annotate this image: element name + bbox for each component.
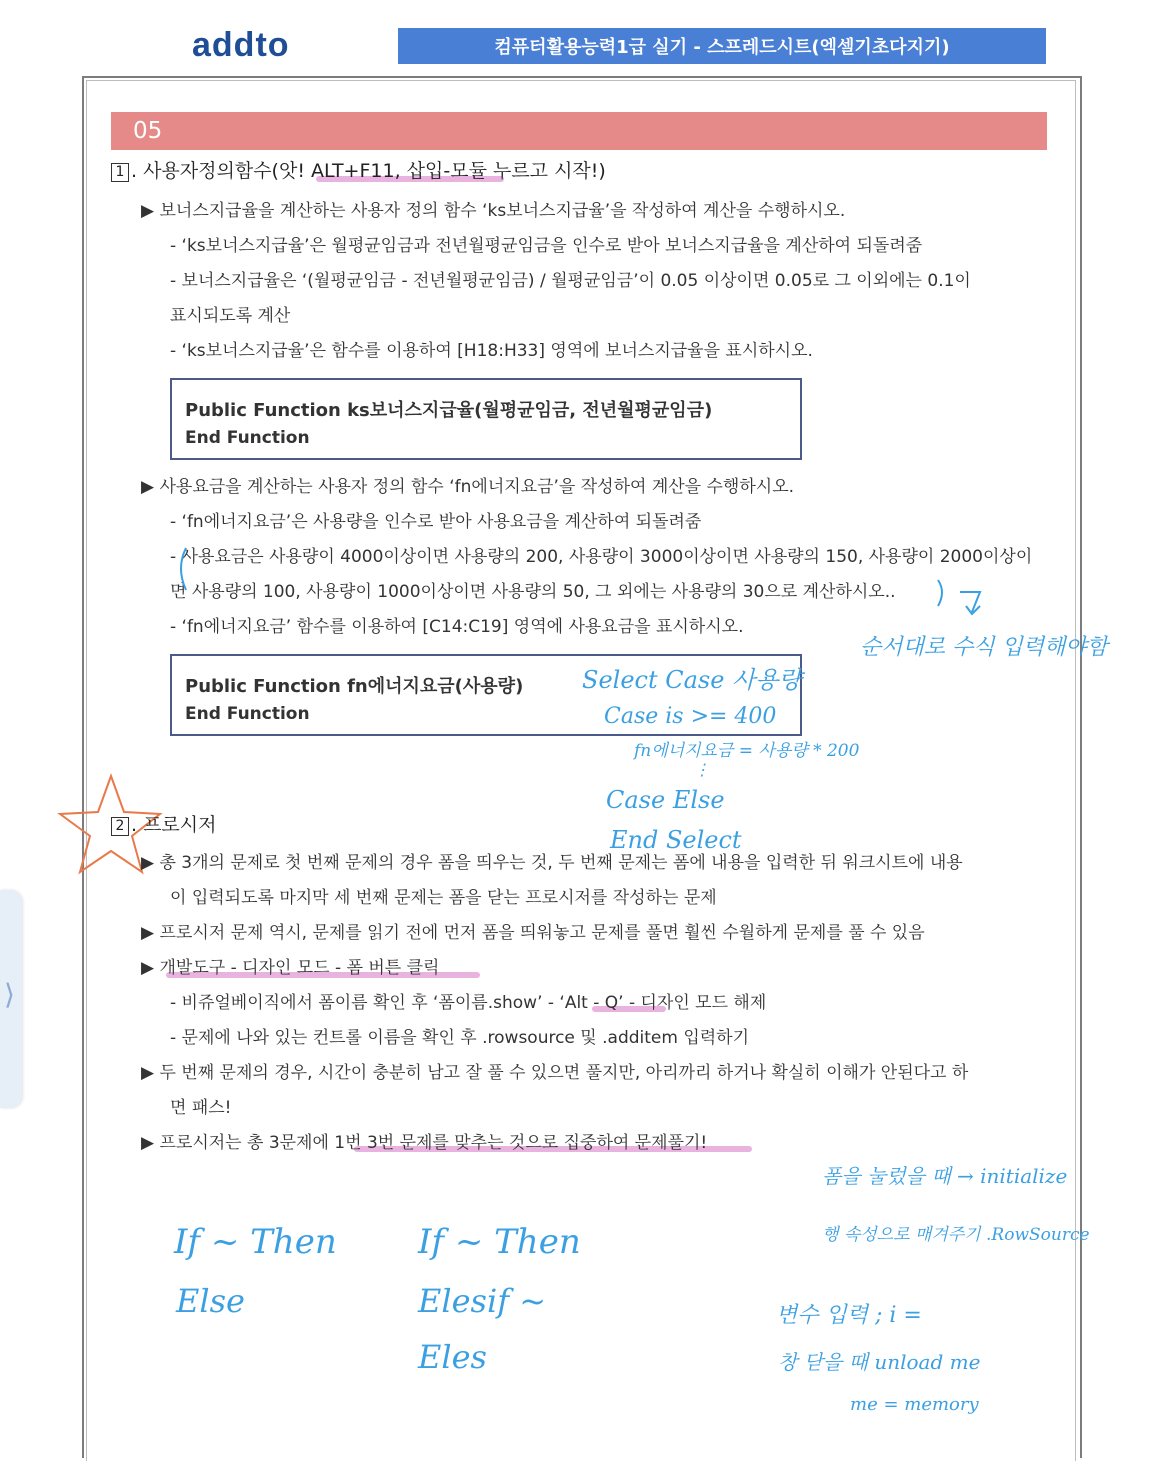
part1-item-4: 표시되도록 계산 bbox=[170, 306, 291, 326]
part1-number: 1 bbox=[111, 163, 129, 182]
part2-item-6: - 문제에 나와 있는 컨트롤 이름을 확인 후 .rowsource 및 .additem 입력하기 bbox=[170, 1028, 750, 1048]
part2-item-7: ▶ 두 번째 문제의 경우, 시간이 충분히 남고 잘 풀 수 있으면 풀지만, 아리까리 하거나 확실히 이해가 안된다고 하 bbox=[141, 1063, 969, 1083]
note-case-else: Case Else bbox=[606, 786, 725, 814]
part1-item-3: - 보너스지급율은 ‘(월평균임금 - 전년월평균임금) / 월평균임금’이 0.05 이상이면 0.05로 그 이외에는 0.1이 bbox=[170, 271, 971, 291]
part1-item-7: - ‘fn에너지요금’은 사용량을 인수로 받아 사용요금을 계산하여 되돌려줌 bbox=[170, 512, 702, 532]
part2-item-9: ▶ 프로시저는 총 3문제에 1번 3번 문제를 맞추는 것으로 집중하여 문제풀기! bbox=[141, 1133, 708, 1153]
part2-item-4: ▶ 개발도구 - 디자인 모드 - 폼 버튼 클릭 bbox=[141, 958, 440, 978]
part2-item-8: 면 패스! bbox=[170, 1098, 232, 1118]
part1-item-6: ▶ 사용요금을 계산하는 사용자 정의 함수 ‘fn에너지요금’을 작성하여 계산을 수행하시오. bbox=[141, 477, 795, 497]
document-title-banner: 컴퓨터활용능력1급 실기 - 스프레드시트(엑셀기초다지기) bbox=[398, 28, 1046, 64]
part2-heading-text: . 프로시저 bbox=[131, 814, 217, 836]
note-fn-formula: fn에너지요금 = 사용량 * 200 bbox=[634, 741, 860, 761]
part1-item-9: 면 사용량의 100, 사용량이 1000이상이면 사용량의 50, 그 외에는 사용량의 30으로 계산하시오.. bbox=[170, 582, 896, 602]
note-unload-me: 창 닫을 때 unload me bbox=[778, 1350, 981, 1374]
part2-item-5: - 비쥬얼베이직에서 폼이름 확인 후 ‘폼이름.show’ - ‘Alt - Q’ - 디자인 모드 해제 bbox=[170, 993, 767, 1013]
part2-item-1: ▶ 총 3개의 문제로 첫 번째 문제의 경우 폼을 띄우는 것, 두 번째 문제는 폼에 내용을 입력한 뒤 워크시트에 내용 bbox=[141, 853, 963, 873]
chevron-right-icon: ⟩ bbox=[4, 978, 15, 1011]
note-elseif: Elesif ~ bbox=[418, 1282, 547, 1320]
note-case-is: Case is >= 400 bbox=[604, 704, 777, 729]
code-ks-line-2: End Function bbox=[185, 428, 310, 448]
part2-item-3: ▶ 프로시저 문제 역시, 문제를 읽기 전에 먼저 폼을 띄워놓고 문제를 풀면 훨씬 수월하게 문제를 풀 수 있음 bbox=[141, 923, 925, 943]
addto-logo: addto bbox=[192, 26, 290, 64]
part2-heading bbox=[111, 814, 217, 836]
note-select-case: Select Case 사용량 bbox=[582, 666, 802, 694]
code-fn-line-2: End Function bbox=[185, 704, 310, 724]
part1-item-8: - 사용요금은 사용량이 4000이상이면 사용량의 200, 사용량이 3000이상이면 사용량의 150, 사용량이 2000이상이 bbox=[170, 547, 1033, 567]
side-panel-tab[interactable] bbox=[0, 890, 22, 1108]
note-dots: ⋮ bbox=[694, 760, 710, 779]
note-eles: Eles bbox=[418, 1338, 487, 1376]
note-me-memory: me = memory bbox=[850, 1394, 979, 1415]
code-ks-line-1: Public Function ks보너스지급율(월평균임금, 전년월평균임금) bbox=[185, 400, 713, 421]
section-number-bar bbox=[111, 112, 1047, 150]
code-fn-line-1: Public Function fn에너지요금(사용량) bbox=[185, 676, 524, 697]
note-form-initialize: 폼을 눌렀을 때 → initialize bbox=[822, 1164, 1068, 1188]
note-if-then-1: If ~ Then bbox=[174, 1222, 337, 1262]
part1-item-10: - ‘fn에너지요금’ 함수를 이용하여 [C14:C19] 영역에 사용요금을 표시하시오. bbox=[170, 617, 744, 637]
part2-number: 2 bbox=[111, 817, 129, 836]
note-else-1: Else bbox=[176, 1282, 245, 1320]
part1-item-5: - ‘ks보너스지급율’은 함수를 이용하여 [H18:H33] 영역에 보너스지급율을 표시하시오. bbox=[170, 341, 813, 361]
part1-heading bbox=[111, 160, 606, 182]
note-variable-input: 변수 입력 ; i = bbox=[776, 1303, 922, 1328]
code-box-ks bbox=[170, 378, 802, 460]
part1-heading-text: . 사용자정의함수(앗! ALT+F11, 삽입-모듈 누르고 시작!) bbox=[131, 160, 606, 182]
part1-item-2: - ‘ks보너스지급율’은 월평균임금과 전년월평균임금을 인수로 받아 보너스지급율을 계산하여 되돌려줌 bbox=[170, 236, 923, 256]
note-if-then-2: If ~ Then bbox=[418, 1222, 581, 1262]
section-number: 05 bbox=[133, 118, 163, 144]
part1-item-1: ▶ 보너스지급율을 계산하는 사용자 정의 함수 ‘ks보너스지급율’을 작성하여 계산을 수행하시오. bbox=[141, 201, 846, 221]
note-order-formula: 순서대로 수식 입력해야함 bbox=[860, 635, 1108, 660]
part2-item-2: 이 입력되도록 마지막 세 번째 문제는 폼을 닫는 프로시저를 작성하는 문제 bbox=[170, 888, 717, 908]
note-end-select: End Select bbox=[610, 826, 742, 854]
note-rowsource: 행 속성으로 매겨주기 .RowSource bbox=[822, 1225, 1090, 1245]
